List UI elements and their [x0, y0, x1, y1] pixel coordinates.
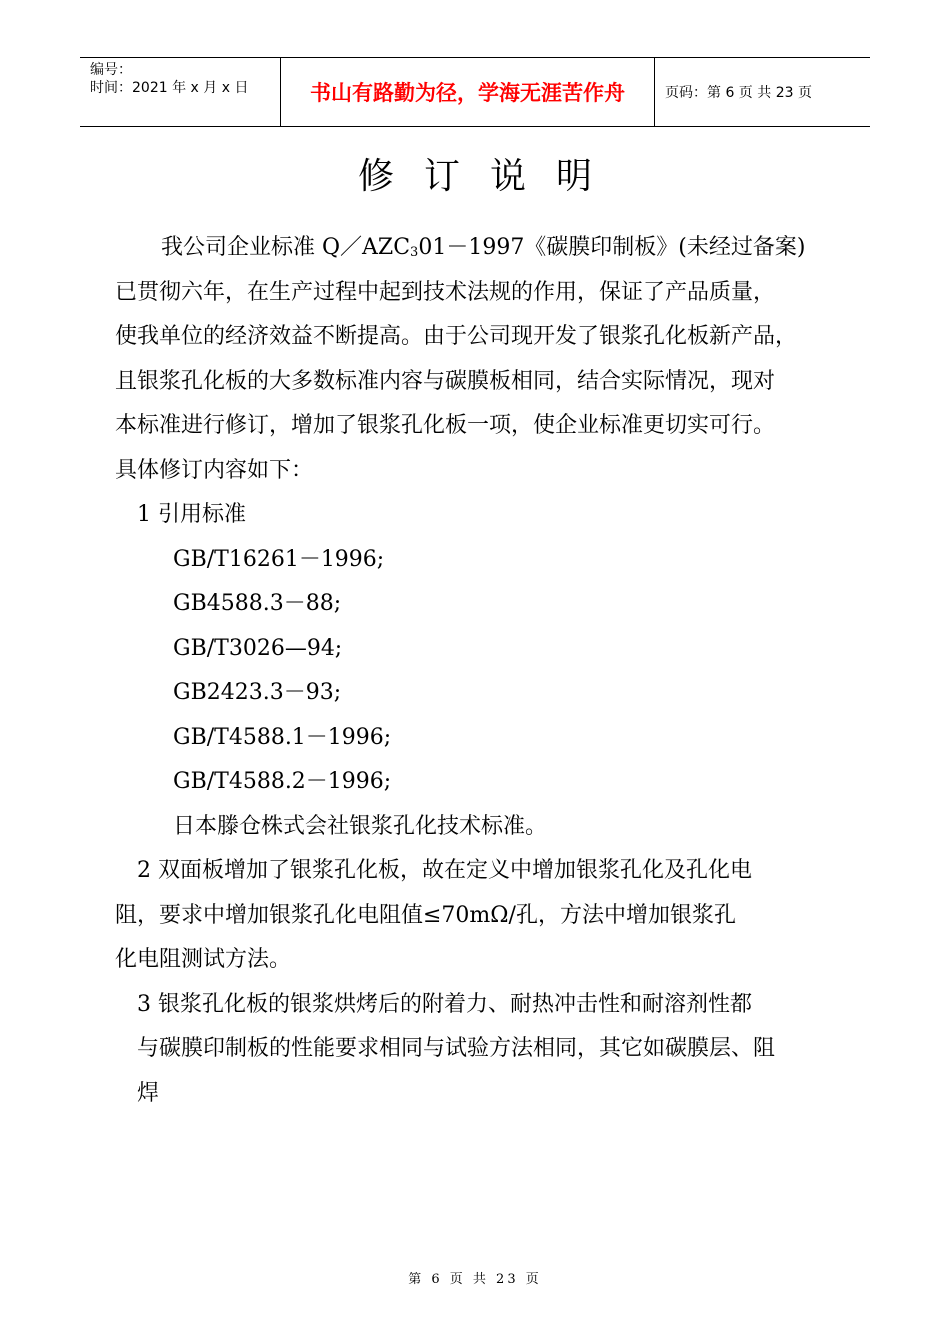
standard-item: GB/T4588.1－1996; — [173, 724, 392, 750]
standard-item: GB/T3026—94; — [173, 635, 343, 661]
header-info-cell — [80, 58, 281, 126]
intro-first-line — [115, 226, 840, 271]
section2-line: 阻，要求中增加银浆孔化电阻值≤70mΩ/孔，方法中增加银浆孔 — [115, 902, 736, 928]
section2-line: 化电阻测试方法。 — [115, 947, 292, 972]
intro-subscript: 3 — [410, 245, 419, 260]
section2-line: 2 双面板增加了银浆孔化板，故在定义中增加银浆孔化及孔化电 — [137, 858, 752, 883]
intro-line: 具体修订内容如下： — [115, 457, 314, 483]
document-body — [115, 226, 840, 1116]
standard-item: 日本滕仓株式会社银浆孔化技术标准。 — [173, 813, 548, 839]
section1-heading: 1 引用标准 — [137, 502, 246, 527]
number-label: 编号： — [90, 62, 132, 78]
page-footer: 第 6 页 共 23 页 — [408, 1272, 542, 1287]
section3-line: 3 银浆孔化板的银浆烘烤后的附着力、耐热冲击性和耐溶剂性都 — [137, 991, 752, 1017]
header-page-info: 页码：第 6 页 共 23 页 — [665, 85, 812, 101]
standard-item: GB/T16261－1996; — [173, 546, 385, 572]
standard-item: GB4588.3－88; — [173, 591, 342, 616]
page-header — [80, 57, 870, 127]
time-label: 时间：2021 年 x 月 x 日 — [90, 80, 249, 96]
section3-line: 与碳膜印制板的性能要求相同与试验方法相同，其它如碳膜层、阻 — [137, 1036, 776, 1061]
standard-item: GB2423.3－93; — [173, 680, 342, 705]
header-motto: 书山有路勤为径，学海无涯苦作舟 — [281, 58, 655, 126]
standard-item: GB/T4588.2－1996; — [173, 769, 392, 794]
intro-text-part1: 我公司企业标准 Q／AZC — [161, 235, 411, 260]
section3-line: 焊 — [137, 1080, 160, 1106]
document-title: 修订说明 — [357, 156, 622, 197]
intro-line: 本标准进行修订，增加了银浆孔化板一项，使企业标准更切实可行。 — [115, 413, 776, 438]
intro-line: 且银浆孔化板的大多数标准内容与碳膜板相同，结合实际情况，现对 — [115, 368, 776, 394]
intro-line: 已贯彻六年，在生产过程中起到技术法规的作用，保证了产品质量， — [115, 279, 776, 305]
intro-line: 使我单位的经济效益不断提高。由于公司现开发了银浆孔化板新产品， — [115, 324, 798, 349]
intro-text-part2: 01－1997《碳膜印制板》(未经过备案) — [418, 235, 806, 260]
